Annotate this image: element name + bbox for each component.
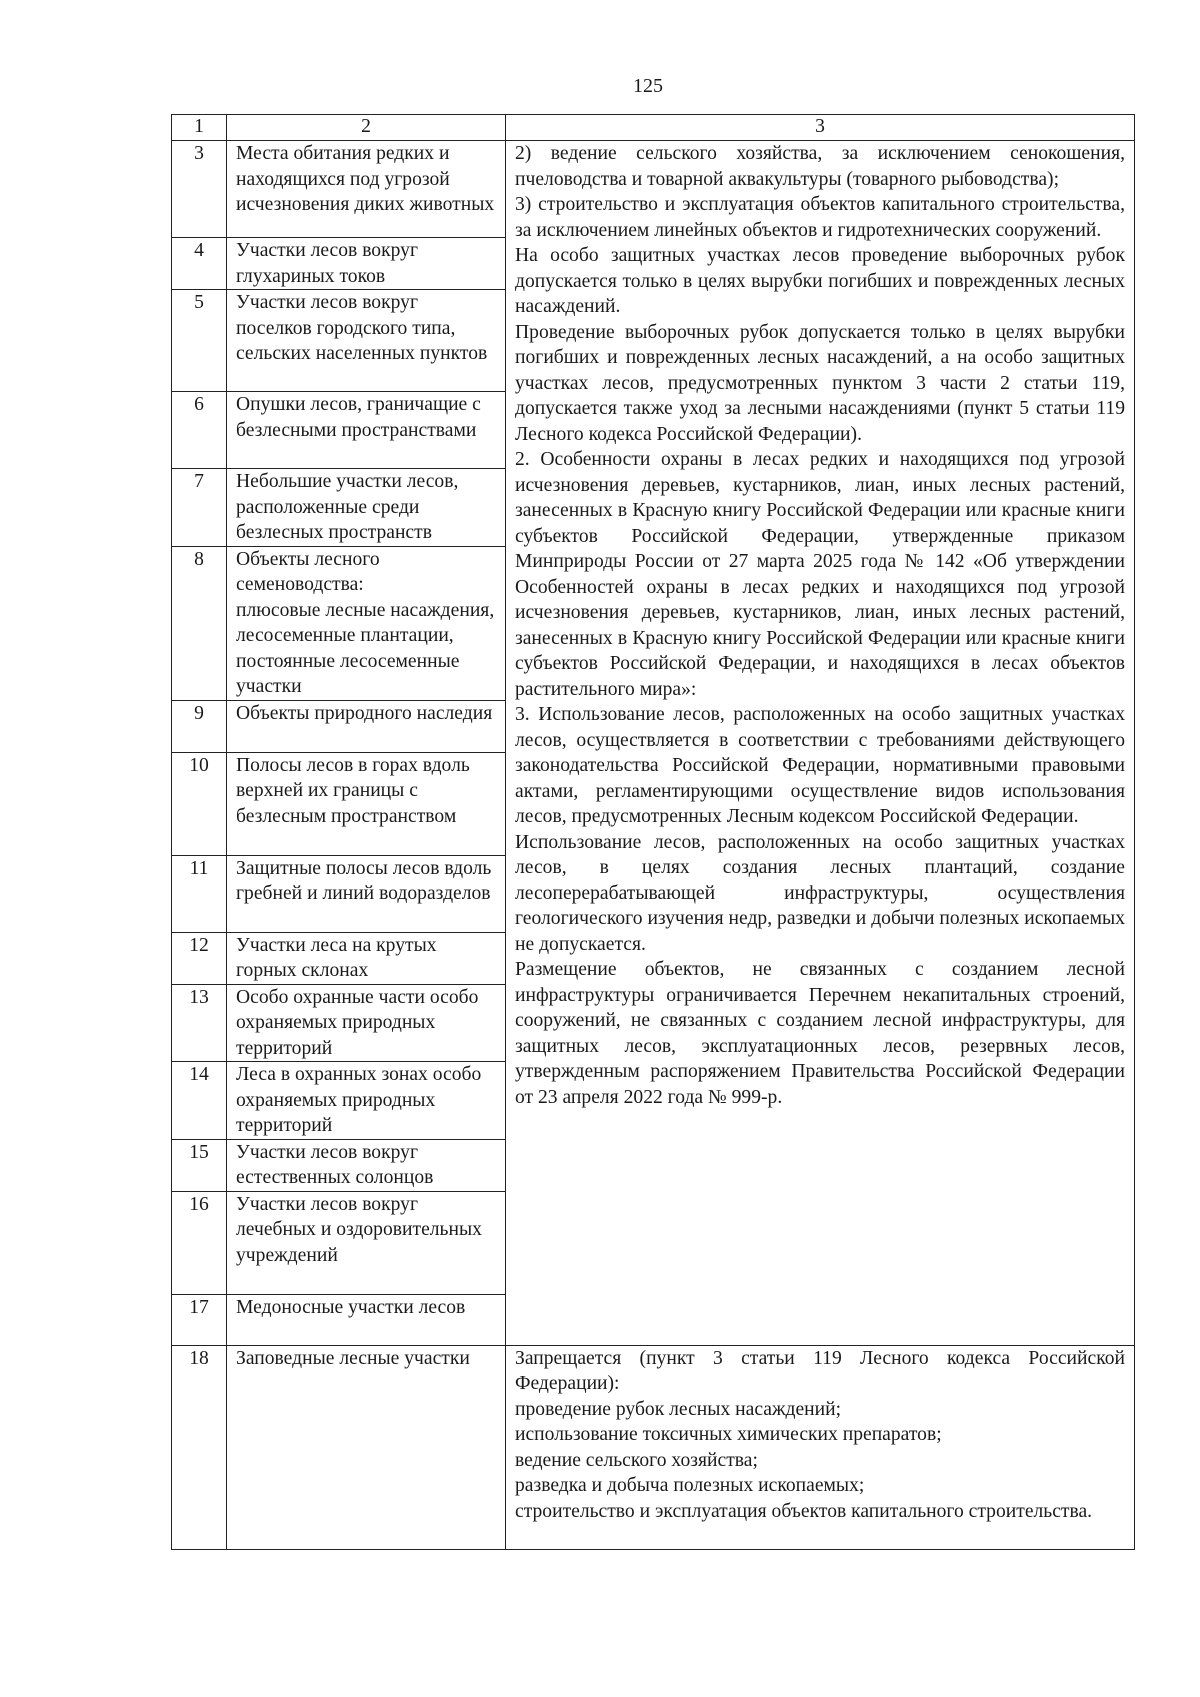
row-number: 8 (172, 546, 227, 700)
merged-paragraph: 3) строительство и эксплуатация объектов капитального строительства, за исключением линейных объектов и гидротехнических сооружений. (515, 194, 1125, 241)
row-name: Полосы лесов в горах вдоль верхней их границы с безлесным пространством (227, 752, 506, 855)
row-name: Заповедные лесные участки (227, 1345, 506, 1549)
row-name (227, 546, 506, 700)
protected-areas-table (171, 114, 1135, 1550)
prohibition-item: использование токсичных химических препаратов; (515, 1424, 942, 1445)
row-number: 14 (172, 1062, 227, 1140)
merged-paragraph: Проведение выборочных рубок допускается только в целях вырубки погибших и поврежденных лесных насаждений, а на особо защитных участках лесов, предусмотренных пунктом 3 части 2 статьи 119, допускается также уход за лесными насаждениями (пункт 5 статьи 119 Лесного кодекса Российской Федерации). (515, 321, 1125, 445)
table-header-row (172, 115, 1135, 141)
merged-requirements-cell (506, 141, 1135, 1346)
row-number: 17 (172, 1294, 227, 1345)
row-name: Особо охранные части особо охраняемых природных территорий (227, 984, 506, 1062)
header-col-1: 1 (172, 115, 227, 141)
row-number: 7 (172, 469, 227, 547)
row-name: Участки лесов вокруг естественных солонцов (227, 1139, 506, 1191)
merged-paragraph: Размещение объектов, не связанных с созданием лесной инфраструктуры ограничивается Перечнем некапитальных строений, сооружений, не связанных с созданием лесной инфраструктуры, для защитных лесов, эксплуатационных лесов, резервных лесов, утвержденным распоряжением Правительства Российской Федерации от 23 апреля 2022 года № 999-р. (515, 959, 1125, 1108)
row-number: 15 (172, 1139, 227, 1191)
table-row (172, 141, 1135, 238)
prohibition-item: проведение рубок лесных насаждений; (515, 1398, 842, 1420)
row-name: Объекты природного наследия (227, 700, 506, 752)
row-name: Небольшие участки лесов, расположенные среди безлесных пространств (227, 469, 506, 547)
prohibition-item: ведение сельского хозяйства; (515, 1449, 758, 1471)
row-name-line: Объекты лесного семеноводства: (236, 548, 380, 595)
row-number: 5 (172, 290, 227, 392)
row-name: Медоносные участки лесов (227, 1294, 506, 1345)
row-name: Участки лесов вокруг глухариных токов (227, 238, 506, 290)
row-number: 18 (172, 1345, 227, 1549)
merged-paragraph: 2) ведение сельского хозяйства, за исключением сенокошения, пчеловодства и товарной аквакультуры (товарного рыбоводства); (515, 143, 1125, 190)
row-number: 11 (172, 855, 227, 932)
row-name: Защитные полосы лесов вдоль гребней и линий водоразделов (227, 855, 506, 932)
row-name: Участки лесов вокруг лечебных и оздоровительных учреждений (227, 1191, 506, 1294)
merged-paragraph: 3. Использование лесов, расположенных на особо защитных участках лесов, осуществляется в соответствии с требованиями действующего законодательства Российской Федерации, нормативными правовыми актами, регламентирующими осуществление видов использования лесов, предусмотренных Лесным кодексом Российской Федерации. (515, 704, 1125, 827)
merged-paragraph: 2. Особенности охраны в лесах редких и находящихся под угрозой исчезновения деревьев, кустарников, лиан, иных лесных растений, занесенных в Красную книгу Российской Федерации или красные книги субъектов Российской Федерации, утвержденные приказом Минприроды России от 27 марта 2025 года № 142 «Об утверждении Особенностей охраны в лесах редких и находящихся под угрозой исчезновения деревьев, кустарников, лиан, иных лесных растений, занесенных в Красную книгу Российской Федерации или красные книги субъектов Российской Федерации, и находящихся в лесах объектов растительного мира»: (515, 449, 1125, 700)
prohibition-paragraph: Запрещается (пункт 3 статьи 119 Лесного кодекса Российской Федерации): (515, 1347, 1125, 1394)
row-number: 9 (172, 700, 227, 752)
page-number: 125 (633, 75, 663, 97)
merged-paragraph: На особо защитных участках лесов проведение выборочных рубок допускается только в целях вырубки погибших и поврежденных лесных насаждений. (515, 245, 1125, 317)
row-name: Места обитания редких и находящихся под угрозой исчезновения диких животных (227, 141, 506, 238)
row-name: Леса в охранных зонах особо охраняемых природных территорий (227, 1062, 506, 1140)
row-number: 16 (172, 1191, 227, 1294)
row-number: 4 (172, 238, 227, 290)
table-row (172, 1345, 1135, 1549)
header-col-3: 3 (506, 115, 1135, 141)
row-number: 6 (172, 392, 227, 469)
prohibition-item: разведка и добыча полезных ископаемых; (515, 1475, 865, 1496)
row-name: Опушки лесов, граничащие с безлесными пространствами (227, 392, 506, 469)
row-name: Участки леса на крутых горных склонах (227, 932, 506, 984)
prohibition-item: строительство и эксплуатация объектов капитального строительства. (515, 1500, 1093, 1522)
row-number: 12 (172, 932, 227, 984)
row-name: Участки лесов вокруг поселков городского типа, сельских населенных пунктов (227, 290, 506, 392)
row-number: 13 (172, 984, 227, 1062)
merged-paragraph: Использование лесов, расположенных на особо защитных участках лесов, в целях создания лесных плантаций, создание лесоперерабатывающей инфраструктуры, осуществления геологического изучения недр, разведки и добычи полезных ископаемых не допускается. (515, 831, 1125, 955)
row-name-extra: плюсовые лесные насаждения, лесосеменные плантации, постоянные лесосеменные участки (236, 599, 495, 697)
header-col-2: 2 (227, 115, 506, 141)
reserve-prohibitions-cell (506, 1345, 1135, 1549)
row-number: 3 (172, 141, 227, 238)
row-number: 10 (172, 752, 227, 855)
